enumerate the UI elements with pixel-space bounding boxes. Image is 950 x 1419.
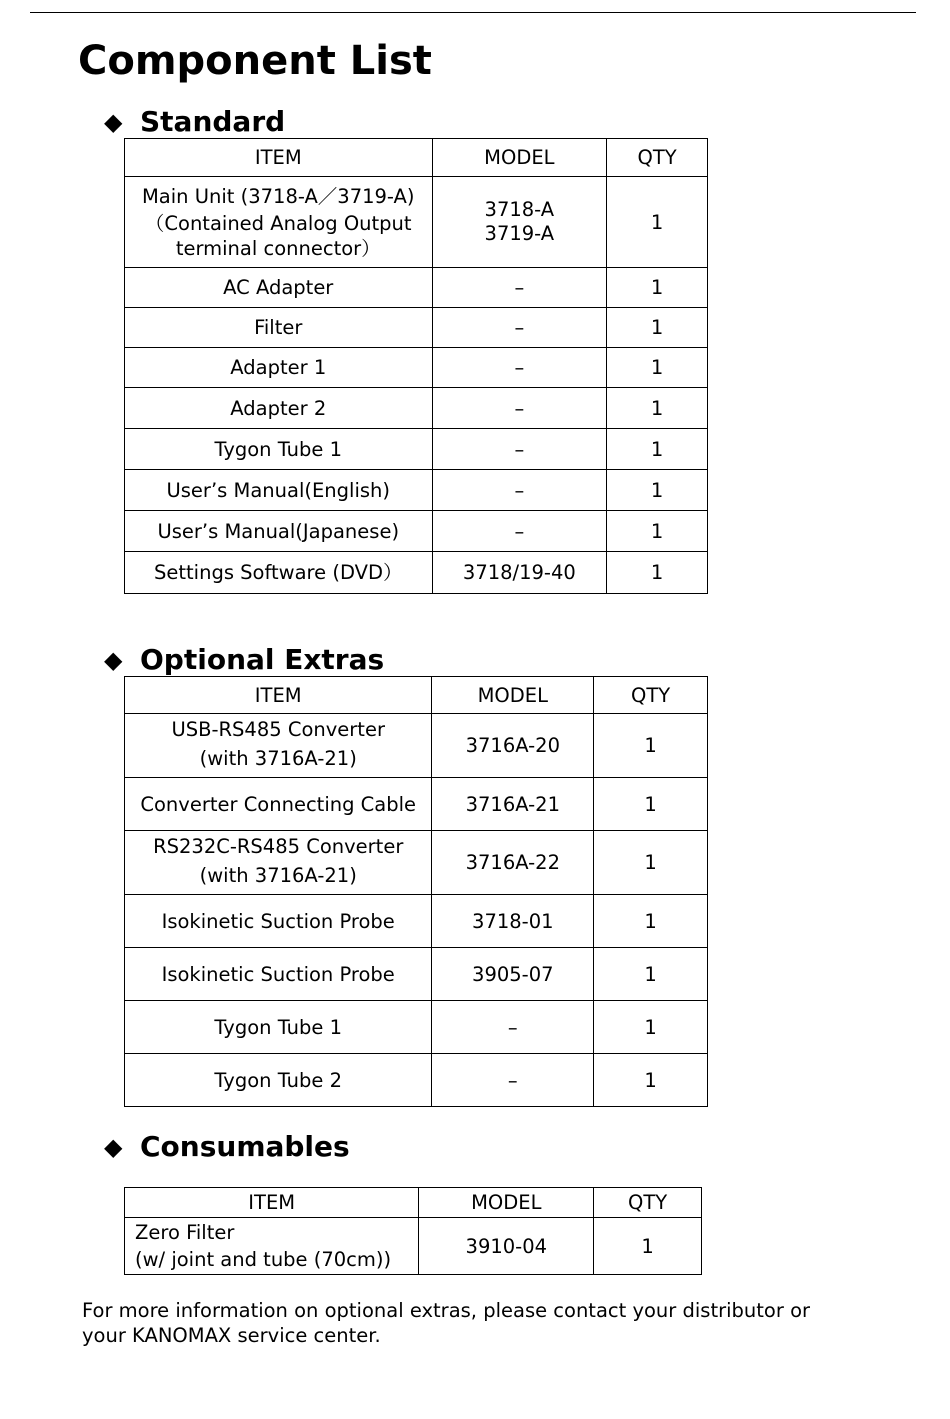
column-header-qty: QTY — [594, 1188, 702, 1218]
model-cell: – — [432, 511, 607, 552]
diamond-bullet-icon: ◆ — [104, 1133, 123, 1161]
item-cell: Tygon Tube 1 — [125, 1001, 432, 1054]
item-cell — [125, 831, 432, 895]
table-header-row — [125, 677, 708, 714]
model-line: 3718-A — [484, 198, 555, 221]
qty-cell: 1 — [607, 552, 708, 594]
item-cell: Adapter 1 — [125, 348, 433, 388]
model-cell: – — [432, 388, 607, 429]
qty-cell: 1 — [594, 778, 708, 831]
qty-cell: 1 — [607, 511, 708, 552]
qty-cell: 1 — [607, 308, 708, 348]
model-cell: – — [432, 429, 607, 470]
qty-cell: 1 — [607, 470, 708, 511]
model-cell: – — [432, 348, 607, 388]
table-row — [125, 429, 708, 470]
section-title: Standard — [140, 105, 286, 138]
model-cell: – — [432, 268, 607, 308]
item-cell: AC Adapter — [125, 268, 433, 308]
column-header-item: ITEM — [125, 139, 433, 177]
table-row — [125, 388, 708, 429]
qty-cell: 1 — [594, 1054, 708, 1107]
item-cell — [125, 1218, 419, 1275]
column-header-model: MODEL — [432, 139, 607, 177]
model-cell: 3718/19-40 — [432, 552, 607, 594]
model-cell: 3716A-22 — [432, 831, 594, 895]
item-line: (w/ joint and tube (70cm)) — [135, 1248, 392, 1271]
item-line: （Contained Analog Output — [144, 212, 412, 235]
top-rule — [30, 12, 916, 13]
item-line: terminal connector） — [175, 237, 381, 260]
item-cell: Settings Software (DVD） — [125, 552, 433, 594]
table-row — [125, 895, 708, 948]
column-header-item: ITEM — [125, 677, 432, 714]
item-cell: Tygon Tube 1 — [125, 429, 433, 470]
item-cell: Tygon Tube 2 — [125, 1054, 432, 1107]
page-title: Component List — [78, 38, 432, 84]
model-cell: – — [432, 1001, 594, 1054]
table-row — [125, 1001, 708, 1054]
qty-cell: 1 — [607, 388, 708, 429]
item-cell: User’s Manual(Japanese) — [125, 511, 433, 552]
footer-line: For more information on optional extras, please contact your distributor or — [82, 1299, 811, 1322]
qty-cell: 1 — [607, 429, 708, 470]
table-row — [125, 714, 708, 778]
table-row — [125, 831, 708, 895]
item-line: Main Unit (3718-A／3719-A) — [141, 185, 415, 208]
column-header-qty: QTY — [594, 677, 708, 714]
table-row — [125, 1218, 702, 1275]
qty-cell: 1 — [594, 895, 708, 948]
table-header-row — [125, 139, 708, 177]
table-row — [125, 308, 708, 348]
section-heading-optional-extras — [104, 643, 384, 677]
model-cell: 3905-07 — [432, 948, 594, 1001]
item-cell: Converter Connecting Cable — [125, 778, 432, 831]
table-row — [125, 470, 708, 511]
qty-cell: 1 — [594, 714, 708, 778]
qty-cell: 1 — [594, 831, 708, 895]
item-line: USB-RS485 Converter — [171, 718, 385, 741]
table-row — [125, 1054, 708, 1107]
qty-cell: 1 — [594, 948, 708, 1001]
table-row — [125, 511, 708, 552]
qty-cell: 1 — [607, 177, 708, 268]
table-row — [125, 348, 708, 388]
table-row — [125, 177, 708, 268]
column-header-model: MODEL — [419, 1188, 594, 1218]
item-line: Zero Filter — [135, 1221, 235, 1244]
table-row — [125, 552, 708, 594]
consumables-table — [124, 1187, 702, 1275]
section-title: Consumables — [140, 1130, 350, 1163]
qty-cell: 1 — [594, 1001, 708, 1054]
model-cell: 3716A-21 — [432, 778, 594, 831]
column-header-model: MODEL — [432, 677, 594, 714]
item-line: (with 3716A-21) — [199, 864, 357, 887]
item-line: (with 3716A-21) — [199, 747, 357, 770]
item-cell: User’s Manual(English) — [125, 470, 433, 511]
section-title: Optional Extras — [140, 643, 385, 676]
item-cell: Adapter 2 — [125, 388, 433, 429]
model-cell — [432, 177, 607, 268]
footer-line: your KANOMAX service center. — [82, 1324, 381, 1347]
standard-table — [124, 138, 708, 594]
item-cell: Filter — [125, 308, 433, 348]
table-header-row — [125, 1188, 702, 1218]
model-cell: – — [432, 1054, 594, 1107]
diamond-bullet-icon: ◆ — [104, 108, 123, 136]
item-line: RS232C-RS485 Converter — [153, 835, 404, 858]
column-header-qty: QTY — [607, 139, 708, 177]
model-line: 3719-A — [484, 222, 555, 245]
qty-cell: 1 — [594, 1218, 702, 1275]
item-cell: Isokinetic Suction Probe — [125, 948, 432, 1001]
item-cell — [125, 177, 433, 268]
optional-extras-table — [124, 676, 708, 1107]
item-cell — [125, 714, 432, 778]
section-heading-standard — [104, 105, 285, 139]
column-header-item: ITEM — [125, 1188, 419, 1218]
model-cell: – — [432, 470, 607, 511]
section-heading-consumables — [104, 1130, 350, 1164]
diamond-bullet-icon: ◆ — [104, 646, 123, 674]
table-row — [125, 948, 708, 1001]
model-cell: 3718-01 — [432, 895, 594, 948]
qty-cell: 1 — [607, 268, 708, 308]
footer-note — [82, 1298, 882, 1348]
qty-cell: 1 — [607, 348, 708, 388]
table-row — [125, 778, 708, 831]
model-cell: 3716A-20 — [432, 714, 594, 778]
item-cell: Isokinetic Suction Probe — [125, 895, 432, 948]
model-cell: 3910-04 — [419, 1218, 594, 1275]
table-row — [125, 268, 708, 308]
model-cell: – — [432, 308, 607, 348]
